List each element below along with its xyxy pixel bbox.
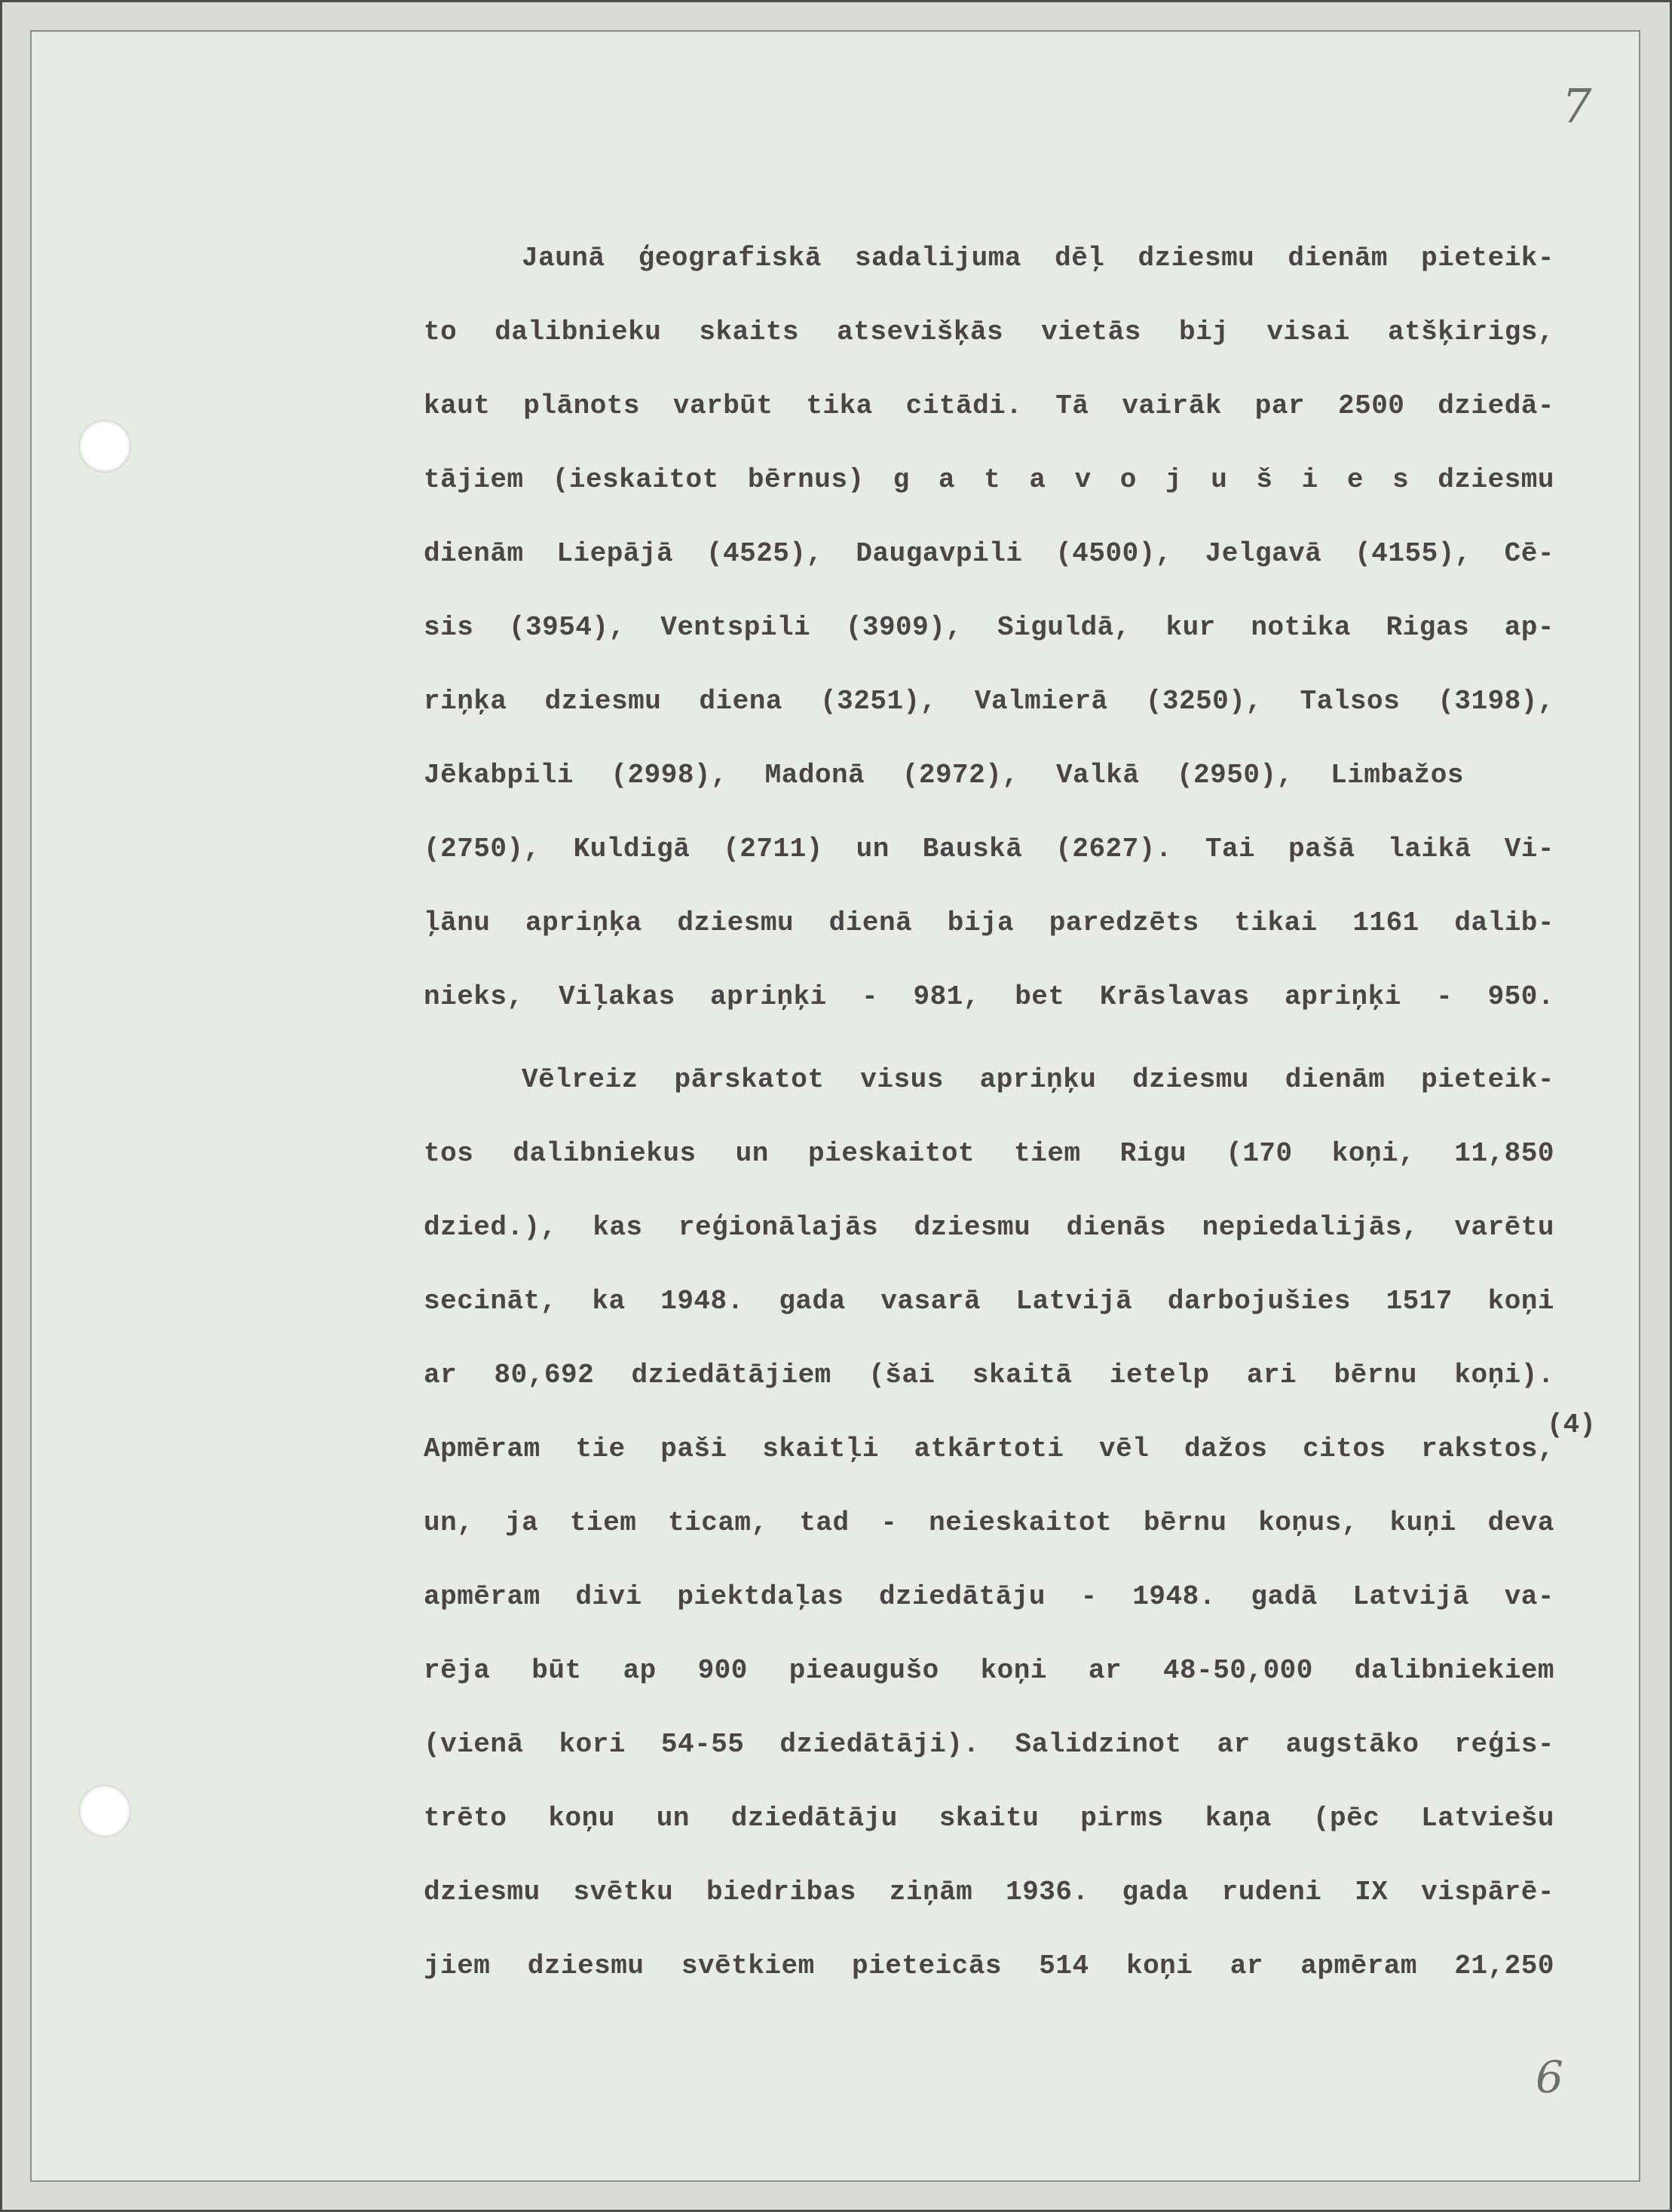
text-line-10: ļānu apriņķa dziesmu dienā bija paredzēts tikai 1161 dalib- [424, 907, 1554, 938]
text-line-23: dziesmu svētku biedribas ziņām 1936. gada rudeni IX vispārē- [424, 1877, 1554, 1908]
text-line-20: rēja būt ap 900 pieaugušo koņi ar 48-50,000 dalibniekiem [424, 1655, 1554, 1686]
text-line-22: trēto koņu un dziedātāju skaitu pirms kaņa (pēc Latviešu [424, 1803, 1554, 1834]
text-line-18: un, ja tiem ticam, tad - neieskaitot bērnu koņus, kuņi deva [424, 1507, 1554, 1538]
text-line-11: nieks, Viļakas apriņķi - 981, bet Krāslavas apriņķi - 950. [424, 981, 1554, 1012]
margin-footnote-marker: (4) [1547, 1409, 1596, 1440]
handwritten-page-number-top: 7 [1562, 78, 1592, 133]
text-line-24: jiem dziesmu svētkiem pieteicās 514 koņi ar apmēram 21,250 [424, 1950, 1554, 1981]
text-line-19: apmēram divi piektdaļas dziedātāju - 1948. gadā Latvijā va- [424, 1581, 1554, 1612]
text-line-8: Jēkabpili (2998), Madonā (2972), Valkā (2950), Limbažos [424, 760, 1464, 791]
text-line-14: dzied.), kas reģionālajās dziesmu dienās nepiedalijās, varētu [424, 1212, 1554, 1243]
punch-hole-upper [78, 420, 131, 473]
punch-hole-lower [78, 1785, 131, 1837]
text-line-17: Apmēram tie paši skaitļi atkārtoti vēl dažos citos rakstos, [424, 1433, 1554, 1464]
text-line-15: secināt, ka 1948. gada vasarā Latvijā darbojušies 1517 koņi [424, 1286, 1554, 1317]
text-line-2: to dalibnieku skaits atsevišķās vietās bij visai atšķirigs, [424, 317, 1554, 347]
text-line-7: riņķa dziesmu diena (3251), Valmierā (3250), Talsos (3198), [424, 686, 1554, 717]
document-page [30, 30, 1640, 2182]
text-line-6: sis (3954), Ventspili (3909), Siguldā, kur notika Rigas ap- [424, 612, 1554, 643]
text-line-9: (2750), Kuldigā (2711) un Bauskā (2627). Tai pašā laikā Vi- [424, 834, 1554, 864]
text-line-12: Vēlreiz pārskatot visus apriņķu dziesmu dienām pieteik- [522, 1064, 1554, 1095]
handwritten-page-number-bottom: 6 [1536, 2051, 1563, 2103]
text-line-13: tos dalibniekus un pieskaitot tiem Rigu (170 koņi, 11,850 [424, 1138, 1554, 1169]
text-line-3: kaut plānots varbūt tika citādi. Tā vairāk par 2500 dziedā- [424, 390, 1554, 421]
text-line-16: ar 80,692 dziedātājiem (šai skaitā ietelp ari bērnu koņi). [424, 1360, 1554, 1391]
text-line-21: (vienā kori 54-55 dziedātāji). Salidzinot ar augstāko reģis- [424, 1729, 1554, 1760]
text-line-5: dienām Liepājā (4525), Daugavpili (4500), Jelgavā (4155), Cē- [424, 538, 1554, 569]
text-line-1: Jaunā ģeografiskā sadalijuma dēļ dziesmu dienām pieteik- [522, 243, 1554, 274]
text-line-4: tājiem (ieskaitot bērnus) g a t a v o j u š i e s dziesmu [424, 464, 1554, 495]
